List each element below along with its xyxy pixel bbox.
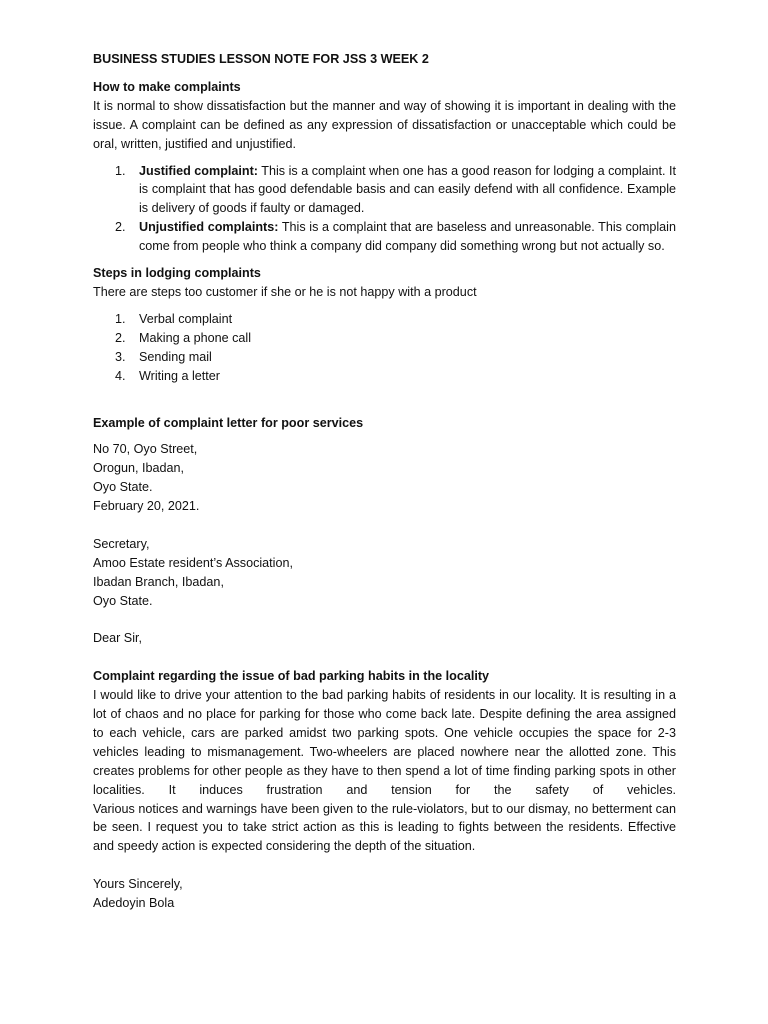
letter-body-paragraph: Various notices and warnings have been given to the rule-violators, but to our dismay, no betterment can be seen. I request you to take strict action as this is leading to fights between the residents. Effective and speedy action is expected considering the depth of the situation. [93, 801, 676, 854]
address-line: Amoo Estate resident’s Association, [93, 555, 293, 570]
address-line: Ibadan Branch, Ibadan, [93, 574, 224, 589]
address-line: No 70, Oyo Street, [93, 442, 198, 457]
address-line: Secretary, [93, 536, 150, 551]
list-item-number: 1. [115, 163, 126, 178]
address-line: Orogun, Ibadan, [93, 461, 185, 476]
sender-address [93, 440, 676, 516]
complaint-types-list [93, 162, 676, 257]
letter-signature: Adedoyin Bola [93, 896, 175, 911]
section-intro-paragraph: It is normal to show dissatisfaction but the manner and way of showing it is important in dealing with the issue. A complaint can be defined as any expression of dissatisfaction or unacceptable which could be oral, written, justified and unjustified. [93, 98, 676, 151]
list-item [93, 218, 676, 256]
list-item-text: Making a phone call [139, 330, 252, 345]
list-item-number: 1. [115, 311, 126, 326]
list-item-text: Verbal complaint [139, 311, 233, 326]
list-item-text: This is a complaint when one has a good reason for lodging a complaint. It is complaint that has good defendable basis and can easily defend with all confidence. Example is delivery of goods if faulty or damaged. [139, 163, 677, 216]
list-item [93, 329, 676, 348]
list-item [93, 348, 676, 367]
list-item-text: This is a complaint that are baseless and unreasonable. This complain come from people who think a company did company did something wrong but not actually so. [139, 220, 676, 254]
list-item-text: Sending mail [139, 349, 212, 364]
list-item-number: 4. [115, 368, 126, 383]
list-item-term: Unjustified complaints: [139, 220, 279, 235]
section-heading-steps: Steps in lodging complaints [93, 266, 261, 281]
list-item-number: 3. [115, 349, 126, 364]
list-item-text: Writing a letter [139, 368, 220, 383]
list-item [93, 367, 676, 386]
address-line: Oyo State. [93, 480, 153, 495]
list-item [93, 162, 676, 219]
letter-subject: Complaint regarding the issue of bad parking habits in the locality [93, 669, 490, 684]
list-item-number: 2. [115, 330, 126, 345]
section-intro-paragraph: There are steps too customer if she or he is not happy with a product [93, 284, 477, 299]
letter-closing: Yours Sincerely, [93, 877, 183, 892]
steps-list [93, 310, 676, 386]
list-item-number: 2. [115, 220, 126, 235]
letter-salutation: Dear Sir, [93, 631, 142, 646]
lesson-note-page [93, 50, 676, 913]
letter-body-paragraph: I would like to drive your attention to the bad parking habits of residents in our locality. It is resulting in a lot of chaos and no place for parking for those who come back late. Despite defining the area assigned to each vehicle, cars are parked amidst two parking spots. One vehicle occupies the space for 2-3 vehicles leading to mismanagement. Two-wheelers are placed nowhere near the allotted zone. This creates problems for other people as they have to then spend a lot of time finding parking spots in other localities. It induces frustration and tension for the safety of vehicles. [93, 688, 676, 797]
address-line: Oyo State. [93, 593, 153, 608]
list-item-term: Justified complaint: [139, 163, 258, 178]
recipient-address [93, 535, 676, 611]
document-title: BUSINESS STUDIES LESSON NOTE FOR JSS 3 WEEK 2 [93, 52, 429, 66]
section-heading-how-to-complain: How to make complaints [93, 79, 241, 94]
letter-date: February 20, 2021. [93, 499, 200, 514]
list-item [93, 310, 676, 329]
example-letter-heading: Example of complaint letter for poor services [93, 415, 364, 430]
